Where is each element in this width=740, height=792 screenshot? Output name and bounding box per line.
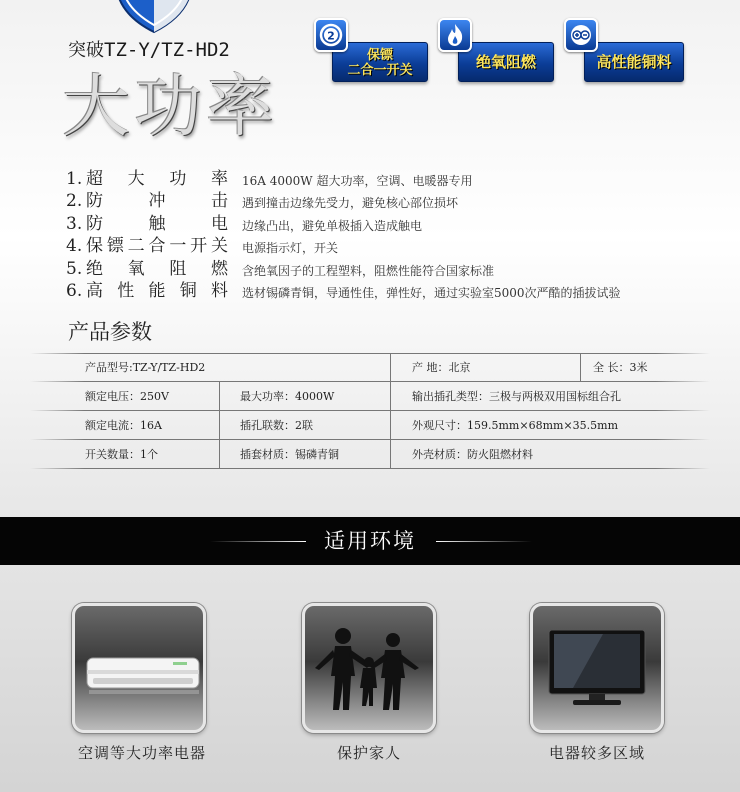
badge-box <box>584 42 684 82</box>
feature-item <box>66 213 726 235</box>
env-tile-air-conditioner <box>72 603 206 733</box>
feature-name <box>86 258 228 280</box>
band-line-right <box>436 541 532 542</box>
family-icon <box>305 606 433 730</box>
spec-power: 最大功率：4000W <box>240 390 335 403</box>
feature-item <box>66 258 726 280</box>
feature-name <box>86 190 228 212</box>
spec-table <box>30 353 710 469</box>
spec-socket-type: 输出插孔类型：三极与两极双用国标组合孔 <box>412 390 621 403</box>
feature-char: 率 <box>210 169 228 189</box>
env-caption-air-conditioner: 空调等大功率电器 <box>77 744 206 762</box>
feature-char: 合 <box>148 236 166 257</box>
feature-char: 冲 <box>148 191 166 212</box>
feature-number: 4. <box>66 236 83 257</box>
spec-origin: 产 地：北京 <box>412 361 471 374</box>
spec-model: 产品型号:TZ-Y/TZ-HD2 <box>85 361 206 374</box>
feature-number: 5. <box>66 258 83 279</box>
model-number: TZ-Y/TZ-HD2 <box>104 39 230 61</box>
cycle-2-icon <box>314 18 348 52</box>
feature-description: 遇到撞击边缘先受力，避免核心部位损坏 <box>242 196 459 211</box>
feature-number: 6. <box>66 280 83 301</box>
feature-char: 性 <box>117 280 135 301</box>
badge-line2: 二合一开关 <box>347 63 413 78</box>
feature-description: 选材锡磷青铜，导通性佳，弹性好，通过实验室5000次严酷的插拔试验 <box>242 285 621 300</box>
feature-list <box>66 168 726 302</box>
feature-char: 高 <box>86 280 103 301</box>
divider <box>219 411 220 440</box>
feature-item <box>66 190 726 212</box>
feature-description: 边缘凸出，避免单极插入造成触电 <box>242 218 423 233</box>
flame-icon <box>438 18 472 52</box>
feature-description: 电源指示灯，开关 <box>242 241 339 256</box>
feature-description: 含绝氧因子的工程塑料，阻燃性能符合国家标准 <box>242 263 495 278</box>
table-row <box>30 353 710 382</box>
badge-line1: 高性能铜料 <box>596 53 672 71</box>
env-tile-family <box>302 603 436 733</box>
feature-char: 氧 <box>127 258 145 279</box>
feature-char: 镖 <box>106 236 124 257</box>
spec-size: 外观尺寸：159.5mm×68mm×35.5mm <box>412 419 618 432</box>
feature-item <box>66 168 726 190</box>
model-prefix: 突破 <box>68 40 104 61</box>
spec-title: 产品参数 <box>68 320 152 344</box>
spec-switches: 开关数量：1个 <box>85 448 158 461</box>
air-conditioner-icon <box>75 606 203 730</box>
spec-voltage: 额定电压：250V <box>85 390 169 403</box>
feature-char: 铜 <box>179 280 197 301</box>
env-tile-television <box>530 603 664 733</box>
feature-description: 16A 4000W 超大功率，空调、电暖器专用 <box>242 174 473 188</box>
television-icon <box>533 606 661 730</box>
feature-number: 1. <box>66 169 83 189</box>
divider <box>390 353 391 382</box>
environment-title: 适用环境 <box>324 529 416 553</box>
feature-number: 3. <box>66 213 83 234</box>
feature-char: 阻 <box>169 258 187 279</box>
feature-char: 能 <box>148 280 166 301</box>
feature-char: 保 <box>86 236 103 257</box>
feature-char: 触 <box>148 213 166 234</box>
feature-char: 二 <box>127 236 145 257</box>
feature-char: 防 <box>86 213 103 234</box>
divider <box>390 440 391 469</box>
feature-char: 击 <box>211 191 228 212</box>
badge-box <box>458 42 554 82</box>
divider <box>580 353 581 382</box>
divider <box>219 382 220 411</box>
feature-char: 燃 <box>210 258 228 279</box>
spec-shell: 外壳材质：防火阻燃材料 <box>412 448 533 461</box>
svg-text:2: 2 <box>327 29 335 43</box>
environment-band <box>0 517 740 565</box>
badge-line1: 保镖 <box>366 48 393 63</box>
badge-line1: 绝氧阻燃 <box>475 53 536 71</box>
feature-char: 开 <box>190 236 208 257</box>
feature-name <box>86 235 228 257</box>
badge-copper <box>564 18 686 86</box>
feature-char: 大 <box>127 169 145 189</box>
feature-char: 关 <box>210 236 228 257</box>
divider <box>219 440 220 469</box>
divider <box>390 382 391 411</box>
feature-item <box>66 280 726 302</box>
table-row <box>30 382 710 411</box>
feature-char: 功 <box>169 169 187 189</box>
feature-char: 绝 <box>86 258 103 279</box>
shield-logo <box>112 0 196 34</box>
feature-char: 电 <box>211 213 228 234</box>
feature-name <box>86 168 228 190</box>
spec-slots: 插孔联数：2联 <box>240 419 313 432</box>
feature-char: 料 <box>211 280 228 301</box>
copper-plus-minus-icon <box>564 18 598 52</box>
spec-current: 额定电流：16A <box>85 419 162 432</box>
feature-number: 2. <box>66 191 83 212</box>
feature-char: 超 <box>86 169 103 189</box>
big-title: 大功率 <box>62 68 279 147</box>
feature-name <box>86 280 228 302</box>
env-caption-family: 保护家人 <box>336 744 401 762</box>
model-title <box>68 36 230 62</box>
spec-sleeve: 插套材质：锡磷青铜 <box>240 448 339 461</box>
table-row <box>30 440 710 469</box>
env-caption-television: 电器较多区域 <box>548 744 645 762</box>
table-row <box>30 411 710 440</box>
spec-length: 全 长：3米 <box>593 361 648 374</box>
feature-name <box>86 213 228 235</box>
feature-char: 防 <box>86 191 103 212</box>
feature-char: 一 <box>169 236 187 257</box>
divider <box>390 411 391 440</box>
badge-flame-retardant <box>438 18 556 86</box>
badge-bodyguard-switch <box>314 18 430 86</box>
feature-item <box>66 235 726 257</box>
